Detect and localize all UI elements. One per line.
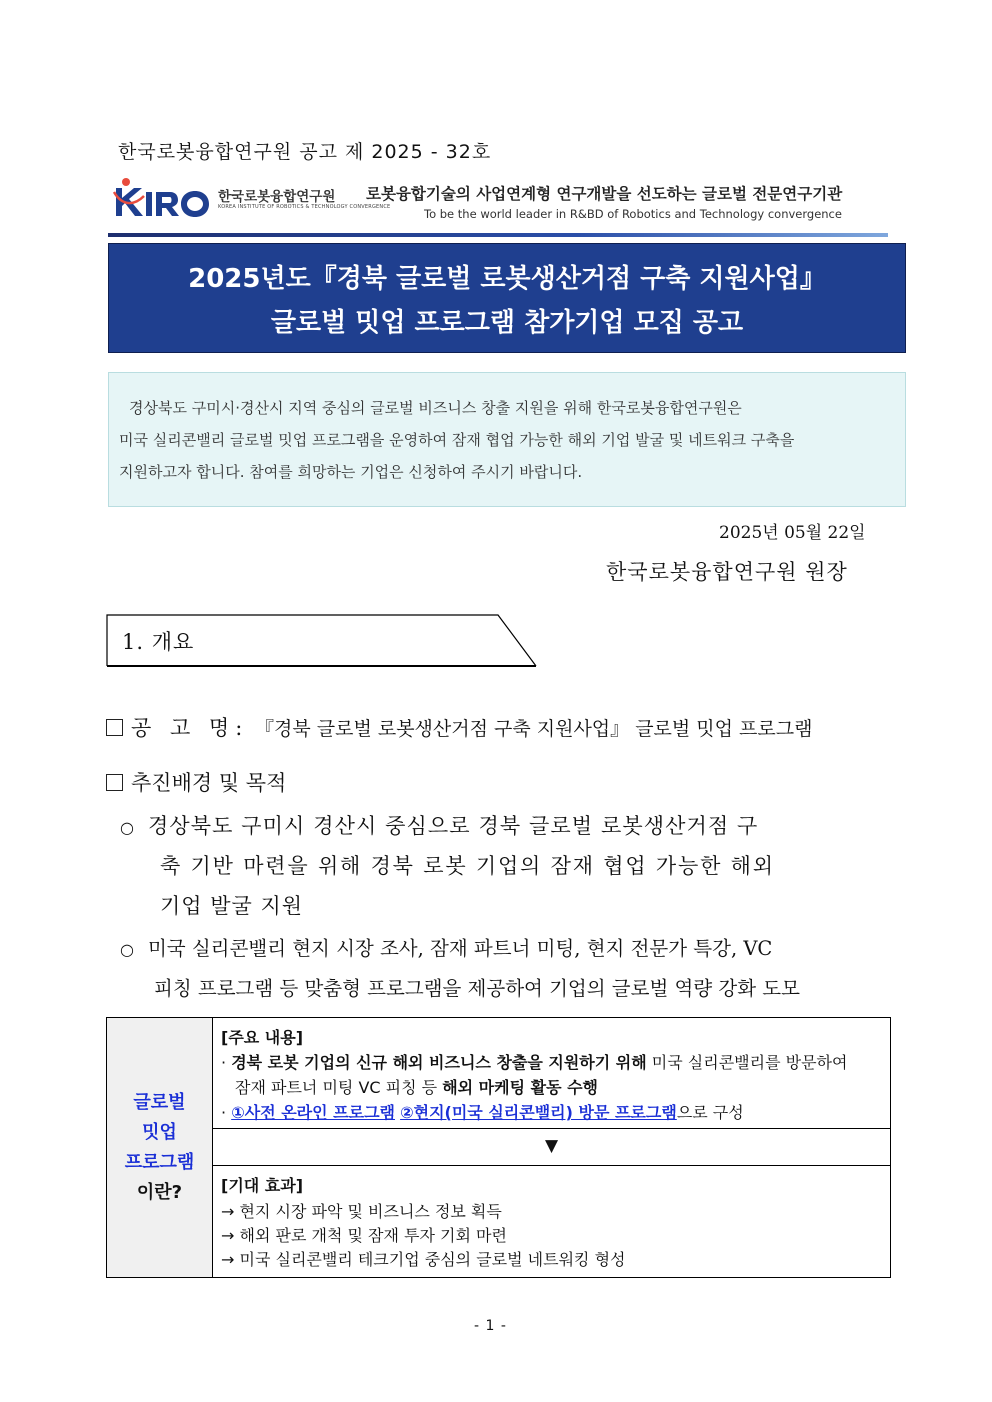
program-summary-table <box>106 1017 891 1278</box>
effects-heading: [기대 효과] <box>221 1176 304 1195</box>
bullet-1-line-2: 축 기반 마련을 위해 경북 로봇 기업의 잠재 협업 가능한 해외 <box>160 854 775 878</box>
table-label-line-4: 이란? <box>136 1182 183 1203</box>
org-name-en: KOREA INSTITUTE OF ROBOTICS & TECHNOLOGY CONVERGENCE <box>218 204 391 210</box>
bullet-dot: · <box>221 1103 227 1122</box>
background-row <box>106 767 286 797</box>
table-label-line-1: 글로벌 <box>133 1092 186 1113</box>
background-label: 추진배경 및 목적 <box>131 771 287 795</box>
title-line-1: 2025년도『경북 글로벌 로봇생산거점 구축 지원사업』 <box>188 264 826 294</box>
effect-item-2: → 해외 판로 개척 및 잠재 투자 기회 마련 <box>221 1226 507 1245</box>
title-banner <box>108 243 906 353</box>
table-label-line-2: 밋업 <box>142 1122 177 1143</box>
main-line-1-bold: 경북 로봇 기업의 신규 해외 비즈니스 창출을 지원하기 위해 <box>231 1053 647 1072</box>
main-content-line-2 <box>235 1075 598 1098</box>
bullet-1 <box>120 810 758 840</box>
slogan-en: To be the world leader in R&BD of Robotics and Technology convergence <box>424 207 842 221</box>
online-program-label: ①사전 온라인 프로그램 <box>231 1103 395 1122</box>
slogan-kr: 로봇융합기술의 사업연계형 연구개발을 선도하는 글로벌 전문연구기관 <box>366 185 843 203</box>
title-line-2: 글로벌 밋업 프로그램 참가기업 모집 공고 <box>270 308 744 338</box>
intro-line-3: 지원하고자 합니다. 참여를 희망하는 기업은 신청하여 주시기 바랍니다. <box>119 463 583 481</box>
down-arrow-icon: ▼ <box>544 1136 559 1156</box>
notice-name-row <box>106 712 812 742</box>
table-divider-2 <box>213 1165 890 1166</box>
announcement-date: 2025년 05월 22일 <box>719 523 866 543</box>
table-label-line-3: 프로그램 <box>124 1152 195 1173</box>
signatory: 한국로봇융합연구원 원장 <box>606 560 848 584</box>
intro-box <box>108 372 906 507</box>
bullet-circle-icon: ○ <box>120 818 134 837</box>
bullet-2-line-2: 피칭 프로그램 등 맞춤형 프로그램을 제공하여 기업의 글로벌 역량 강화 도모 <box>154 977 800 1000</box>
table-left-label-cell <box>107 1018 213 1277</box>
notice-number: 한국로봇융합연구원 공고 제 2025 - 32호 <box>118 141 492 163</box>
effect-item-3: → 미국 실리콘밸리 테크기업 중심의 글로벌 네트워킹 형성 <box>221 1250 626 1269</box>
bullet-1-line-3: 기업 발굴 지원 <box>160 894 304 918</box>
main-content-line-3 <box>221 1100 744 1123</box>
bullet-1-line-1: 경상북도 구미시 경산시 중심으로 경북 글로벌 로봇생산거점 구 <box>147 814 759 838</box>
notice-name-value: 『경북 글로벌 로봇생산거점 구축 지원사업』 글로벌 밋업 프로그램 <box>254 718 813 740</box>
table-divider-1 <box>213 1128 890 1129</box>
intro-line-1: 경상북도 구미시·경산시 지역 중심의 글로벌 비즈니스 창출 지원을 위해 한국로봇융합연구원은 <box>129 399 742 417</box>
header-logo-block <box>112 176 892 226</box>
main-line-2-plain: 잠재 파트너 미팅 VC 피칭 등 <box>235 1078 438 1097</box>
section-1-header <box>106 614 536 666</box>
effect-item-1: → 현지 시장 파악 및 비즈니스 정보 획득 <box>221 1202 502 1221</box>
notice-name-label: 공 고 명: <box>131 716 249 740</box>
kiro-logo <box>112 176 212 220</box>
bullet-dot: · <box>221 1053 227 1072</box>
main-line-3-rest: 으로 구성 <box>676 1103 744 1122</box>
header-divider-bar <box>108 233 888 237</box>
checkbox-icon <box>106 774 123 791</box>
checkbox-icon <box>106 719 123 736</box>
bullet-2-line-1: 미국 실리콘밸리 현지 시장 조사, 잠재 파트너 미팅, 현지 전문가 특강, VC <box>147 937 773 960</box>
main-line-2-bold: 해외 마케팅 활동 수행 <box>442 1078 599 1097</box>
bullet-2 <box>120 933 772 961</box>
org-name-kr: 한국로봇융합연구원 <box>218 189 336 205</box>
intro-line-2: 미국 실리콘밸리 글로벌 밋업 프로그램을 운영하여 잠재 협업 가능한 해외 기업 발굴 및 네트워크 구축을 <box>119 431 795 449</box>
bullet-circle-icon: ○ <box>120 940 134 959</box>
section-1-title: 1. 개요 <box>122 630 195 654</box>
page-number: - 1 - <box>474 1318 507 1334</box>
main-content-line-1 <box>221 1050 847 1073</box>
onsite-program-label: ②현지(미국 실리콘밸리) 방문 프로그램 <box>400 1103 677 1122</box>
main-line-1-rest: 미국 실리콘밸리를 방문하여 <box>651 1053 848 1072</box>
main-content-heading: [주요 내용] <box>221 1028 304 1047</box>
